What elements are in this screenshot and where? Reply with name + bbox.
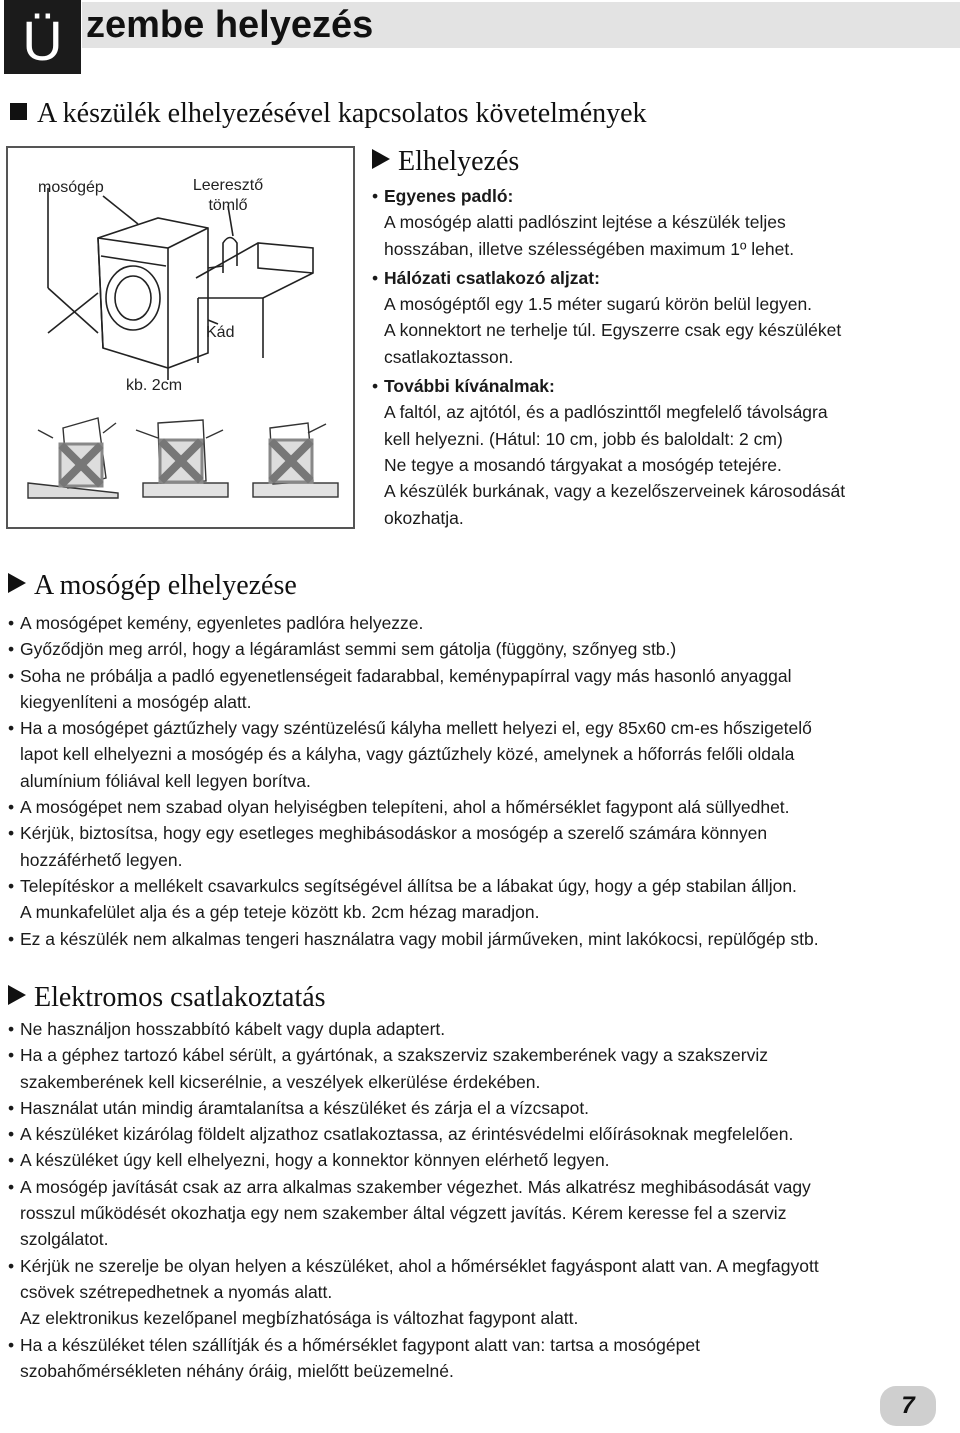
washer-placement-title: A mosógép elhelyezése [34,570,297,601]
list-item: • Kérjük ne szerelje be olyan helyen a készüléket, ahol a hőmérséklet fagyáspont alatt van. A megfagyott csövek szétrepedhetnek a nyomás alatt. Az elektronikus kezelőpanel megbízhatósága is változhat fagypont alatt. [8,1253,948,1332]
figure-label-tub: Kád [206,324,235,341]
list-item: • A mosógép javítását csak az arra alkalmas szakember végezhet. Más alkatrész meghibásodását vagy rosszul működését okozhatja egy nem szakember által végzett javítás. Kérem keresse fel a szerviz szolgálatot. [8,1174,948,1253]
list-item: • Ha a mosógépet gáztűzhely vagy széntüzelésű kályha mellett helyezi el, egy 85x60 cm-es hőszigetelő lapot kell elhelyezni a mosógép és a kályha, vagy gáztűzhely közé, amelynek a hőforrás felőli oldala alumínium fóliával kell legyen borítva. [8,715,948,794]
list-item: • Ha a készüléket télen szállítják és a hőmérséklet fagypont alatt van: tartsa a mosógépet szobahőmérsékleten néhány óráig, mielőtt beüzemelné. [8,1332,948,1385]
electrical-list [8,1016,948,1384]
placement-item-line: A faltól, az ajtótól, és a padlószinttől megfelelő távolságra [384,402,828,423]
triangle-bullet-icon [372,149,390,169]
list-item: • Ha a géphez tartozó kábel sérült, a gyártónak, a szakszerviz szakemberének vagy a szakszerviz szakemberének kell kicserélnie, a veszélyek elkerülése érdekében. [8,1042,948,1095]
installation-figure [6,146,355,529]
section-requirements-title: A készülék elhelyezésével kapcsolatos követelmények [37,98,647,129]
placement-item-line: hosszában, illetve szélességében maximum 1º lehet. [384,238,795,259]
placement-item-line: csatlakoztasson. [384,346,514,367]
list-item: • Ne használjon hosszabbító kábelt vagy dupla adaptert. [8,1016,948,1042]
page-title: zembe helyezés [86,4,374,46]
placement-item [372,183,952,262]
placement-item-label: • Egyenes padló: [384,186,514,206]
placement-title: Elhelyezés [398,146,520,177]
placement-list [372,183,952,531]
figure-label-washer: mosógép [38,179,104,196]
list-item: • Kérjük, biztosítsa, hogy egy esetleges meghibásodáskor a mosógép a szerelő számára könnyen hozzáférhető legyen. [8,820,948,873]
placement-item-line: A készülék burkának, vagy a kezelőszerveinek károsodását [384,481,846,502]
washer-placement-list [8,610,948,952]
list-item: • A mosógépet nem szabad olyan helyiségben telepíteni, ahol a hőmérséklet fagypont alá süllyedhet. [8,794,948,820]
list-item: • Ez a készülék nem alkalmas tengeri használatra vagy mobil járműveken, mint lakókocsi, repülőgép stb. [8,926,948,952]
placement-heading [372,146,519,178]
placement-item-label: • További kívánalmak: [384,376,555,397]
page-number: 7 [880,1386,936,1426]
figure-label-hose: Leeresztő tömlő [192,177,264,214]
triangle-bullet-icon [8,573,26,593]
list-item: • A készüléket kizárólag földelt aljzathoz csatlakoztassa, az érintésvédelmi előírásoknak megfelelően. [8,1121,948,1147]
square-bullet-icon [10,103,27,120]
list-item: • A készüléket úgy kell elhelyezni, hogy a konnektor könnyen elérhető legyen. [8,1147,948,1173]
list-item: • Telepítéskor a mellékelt csavarkulcs segítségével állítsa be a lábakat úgy, hogy a gép stabilan álljon. A munkafelület alja és a gép teteje között kb. 2cm hézag maradjon. [8,873,948,926]
placement-item-line: Ne tegye a mosandó tárgyakat a mosógép tetejére. [384,454,782,475]
list-item: • Soha ne próbálja a padló egyenetlenségeit fadarabbal, keménypapírral vagy más hasonló anyaggal kiegyenlíteni a mosógép alatt. [8,663,948,716]
list-item: • Használat után mindig áramtalanítsa a készüléket és zárja el a vízcsapot. [8,1095,948,1121]
header-initial-letter: Ü [22,9,63,72]
placement-item-label: • Hálózati csatlakozó aljzat: [384,267,600,288]
figure-label-gap: kb. 2cm [126,377,183,394]
triangle-bullet-icon [8,985,26,1005]
placement-item-line: kell helyezni. (Hátul: 10 cm, jobb és baloldalt: 2 cm) [384,428,783,449]
electrical-title: Elektromos csatlakoztatás [34,982,326,1013]
list-item: • Győződjön meg arról, hogy a légáramlást semmi sem gátolja (függöny, szőnyeg stb.) [8,636,948,662]
placement-item [372,265,952,370]
section-requirements-heading [10,98,647,130]
list-item: • A mosógépet kemény, egyenletes padlóra helyezze. [8,610,948,636]
placement-item [372,373,952,531]
placement-item-line: A mosógéptől egy 1.5 méter sugarú körön belül legyen. [384,294,813,315]
washer-placement-heading [8,570,297,602]
electrical-heading [8,982,326,1014]
placement-item-line: A mosógép alatti padlószint lejtése a készülék teljes [384,212,786,233]
placement-item-line: okozhatja. [384,507,464,528]
placement-item-line: A konnektort ne terhelje túl. Egyszerre csak egy készüléket [384,320,842,341]
installation-illustration [8,148,353,527]
